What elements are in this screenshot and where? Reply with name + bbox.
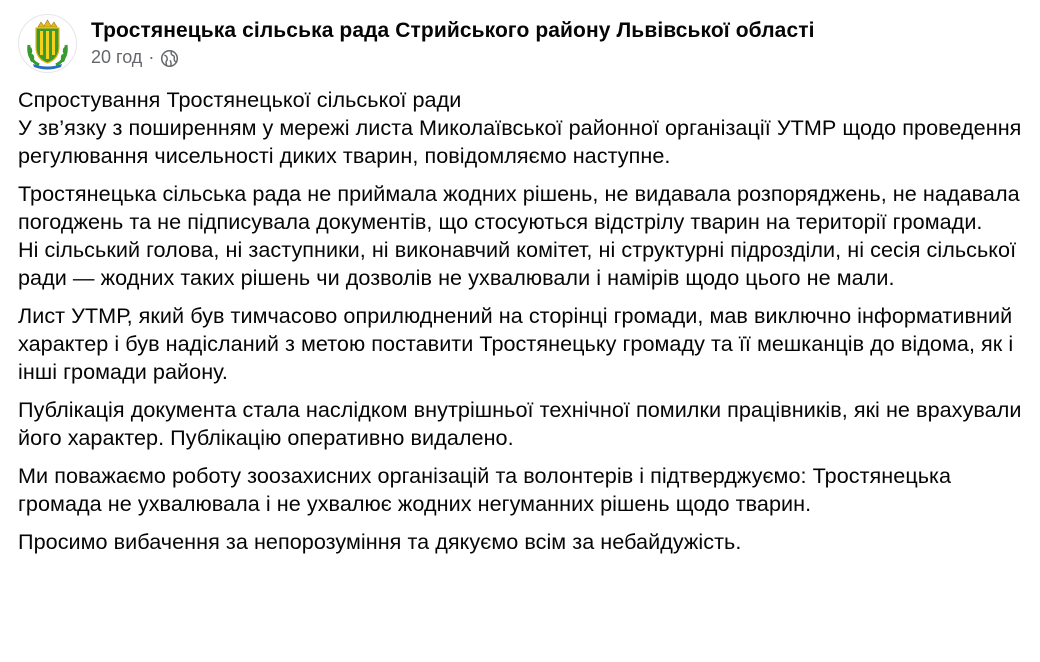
page-avatar[interactable] <box>18 14 77 73</box>
post-meta <box>91 47 179 68</box>
post-body <box>18 86 1028 566</box>
post-paragraph: Публікація документа стала наслідком внутрішньої технічної помилки працівників, які не врахували його характер. Публікацію оперативно видалено. <box>18 397 1022 450</box>
post-paragraph: Спростування Тростянецької сільської ради У зв’язку з поширенням у мережі листа Миколаївської районної організації УТМР щодо проведення регулювання чисельності диких тварин, повідомляємо наступне. <box>18 87 1022 168</box>
post-header <box>18 14 1018 76</box>
meta-separator: · <box>148 47 155 67</box>
globe-icon <box>160 49 179 68</box>
post-paragraph: Тростянецька сільська рада не приймала жодних рішень, не видавала розпоряджень, не надавала погоджень та не підписувала документів, що стосуються відстрілу тварин на території громади. Ні сільський голова, ні заступники, ні виконавчий комітет, ні структурні підрозділи, ні сесія сільської ради — жодних таких рішень чи дозволів не ухвалювали і намірів щодо цього не мали. <box>18 181 1020 290</box>
page-name-link[interactable]: Тростянецька сільська рада Стрийського району Львівської області <box>91 19 815 42</box>
post-timestamp[interactable]: 20 год <box>91 47 143 67</box>
post-paragraph: Лист УТМР, який був тимчасово оприлюднений на сторінці громади, мав виключно інформативний характер і був надісланий з метою поставити Тростянецьку громаду та її мешканців до відома, як і інші громади району. <box>18 303 1014 384</box>
post-paragraph: Просимо вибачення за непорозуміння та дякуємо всім за небайдужість. <box>18 529 742 554</box>
post-paragraph: Ми поважаємо роботу зоозахисних організацій та волонтерів і підтверджуємо: Тростянецька громада не ухвалювала і не ухвалює жодних негуманних рішень щодо тварин. <box>18 463 952 516</box>
coat-of-arms-icon <box>19 15 76 72</box>
